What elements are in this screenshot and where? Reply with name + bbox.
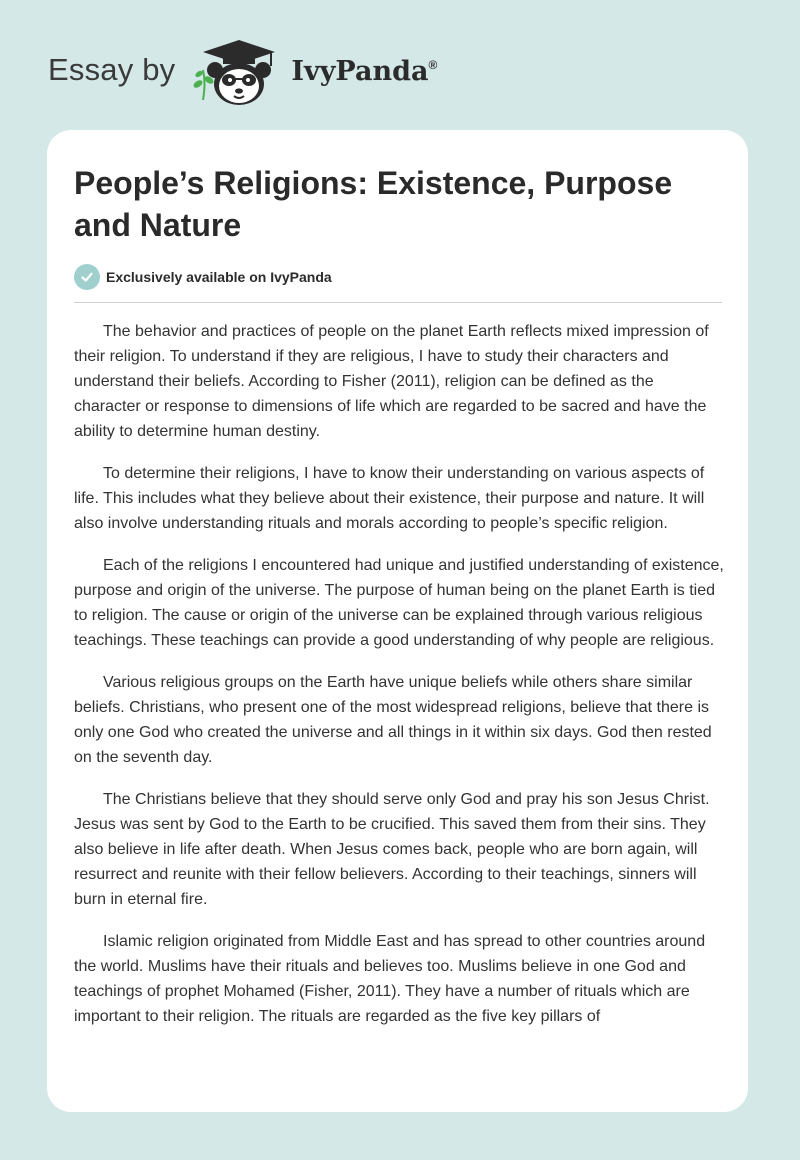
exclusive-badge-label: Exclusively available on IvyPanda — [106, 269, 332, 285]
paragraph: To determine their religions, I have to know their understanding on various aspects of life. This includes what they believe about their existence, their purpose and nature. It will also involve understanding rituals and morals according to people’s specific religion. — [74, 465, 705, 532]
divider — [74, 302, 722, 303]
paragraph: The Christians believe that they should serve only God and pray his son Jesus Christ. Jesus was sent by God to the Earth to be crucified. This saved them from their sins. They also believe in life after death. When Jesus comes back, people who are born again, will resurrect and reunite with their fellow believers. According to their teachings, sinners will burn in eternal fire. — [74, 791, 710, 908]
brand-name[interactable]: IvyPanda® — [291, 55, 438, 87]
paragraph: The behavior and practices of people on the planet Earth reflects mixed impression of their religion. To understand if they are religious, I have to study their characters and understand their beliefs. According to Fisher (2011), religion can be defined as the character or response to dimensions of life which are regarded to be sacred and have the ability to determine human destiny. — [74, 323, 709, 440]
article-card — [47, 130, 748, 1112]
page-title: People’s Religions: Existence, Purpose and Nature — [74, 165, 673, 243]
site-header — [48, 36, 548, 108]
paragraph: Various religious groups on the Earth have unique beliefs while others share similar beliefs. Christians, who present one of the most widespread religions, believe that there is only one God who created the universe and all things in it within six days. God then rested on the seventh day. — [74, 674, 712, 766]
essay-by-label: Essay by — [48, 52, 176, 87]
panda-logo-icon[interactable] — [189, 36, 285, 108]
paragraph: Each of the religions I encountered had unique and justified understanding of existence, purpose and origin of the universe. The purpose of human being on the planet Earth is tied to religion. The cause or origin of the universe can be explained through various religious teachings. These teachings can provide a good understanding of why people are religious. — [74, 557, 724, 649]
registered-mark: ® — [428, 57, 438, 72]
check-icon — [74, 264, 100, 290]
article-body — [74, 319, 724, 1046]
exclusive-badge — [74, 264, 332, 290]
paragraph: Islamic religion originated from Middle East and has spread to other countries around the world. Muslims have their rituals and believes too. Muslims believe in one God and teachings of prophet Mohamed (Fisher, 2011). They have a number of rituals which are important to their religion. The rituals are regarded as the five key pillars of — [74, 933, 706, 1025]
